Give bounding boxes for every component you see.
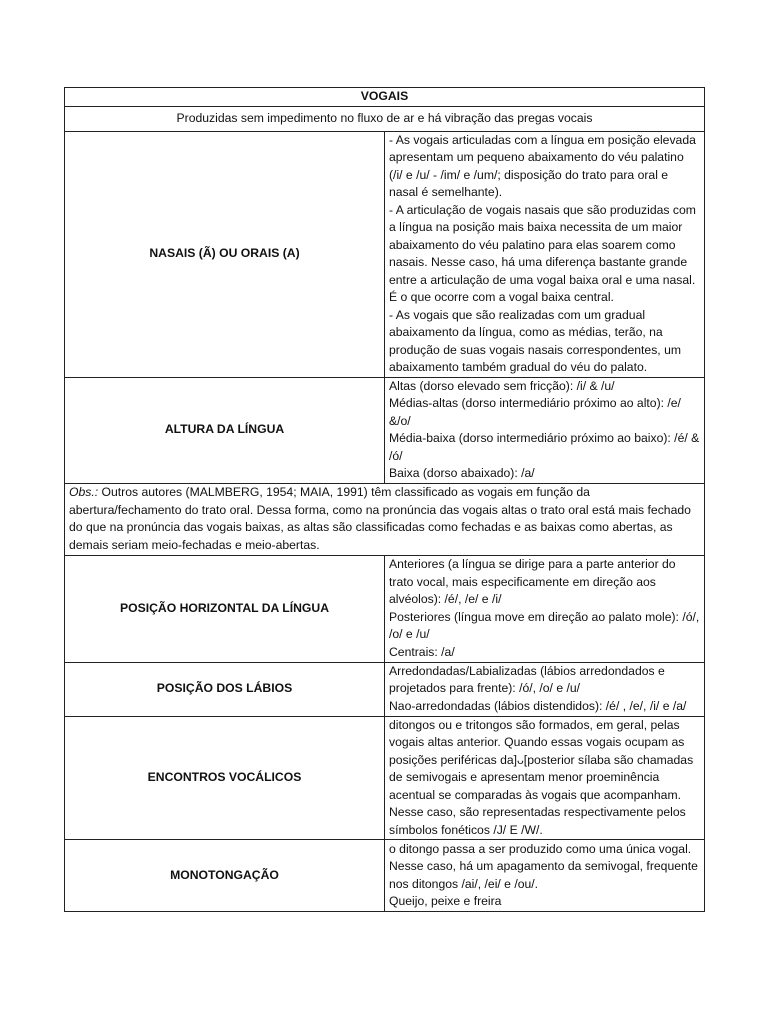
- desc-line: Baixa (dorso abaixado): /a/: [389, 466, 535, 480]
- desc-line: Anteriores (a língua se dirige para a parte anterior do trato vocal, mais especificamente em direção aos alvéolos): /é/, /e/ e /i/: [389, 557, 676, 606]
- desc-line: Nao-arredondadas (lábios distendidos): /é/ , /e/, /i/ e /a/: [389, 698, 687, 713]
- table-row: [65, 662, 705, 716]
- desc-line: - As vogais que são realizadas com um gradual abaixamento da língua, como as médias, terão, na produção de suas vogais nasais correspondentes, um abaixamento também gradual do véu do palato.: [389, 307, 682, 374]
- desc-line: - A articulação de vogais nasais que são produzidas com a língua na posição mais baixa necessita de um maior abaixamento do véu palatino para elas soarem como nasais. Nesse caso, há uma diferença bastante grande entre a articulação de uma vogal baixa oral e uma nasal. É o que ocorre com a vogal baixa central.: [389, 202, 696, 304]
- desc-line: - As vogais articuladas com a língua em posição elevada apresentam um pequeno abaixamento do véu palatino (/i/ e /u/ - /im/ e /um/; disposição do trato para oral e nasal é semelhante).: [389, 132, 696, 199]
- row-desc-encontros: [385, 716, 705, 840]
- row-desc-horizontal: [385, 555, 705, 662]
- table-row: [65, 483, 705, 555]
- row-desc-labios: [385, 662, 705, 716]
- desc-line: ditongos ou e tritongos são formados, em geral, pelas vogais altas anterior. Quando essas vogais ocupam as posições periféricas da]ᴗ[posterior sílaba são chamadas de semivogais e apresentam menor proeminência acentual se comparadas às vogais que acompanham. Nesse caso, são representadas respectivamente pelos símbolos fonéticos /J/ E /W/.: [389, 717, 694, 837]
- row-label-nasais: NASAIS (Ã) OU ORAIS (A): [65, 131, 385, 377]
- row-label-encontros: ENCONTROS VOCÁLICOS: [65, 716, 385, 840]
- desc-line: Altas (dorso elevado sem fricção): /i/ & /u/: [389, 378, 615, 393]
- desc-line: Arredondadas/Labializadas (lábios arredondados e projetados para frente): /ó/, /o/ e /u/: [389, 663, 665, 696]
- table-row: [65, 840, 705, 912]
- row-label-altura: ALTURA DA LÍNGUA: [65, 377, 385, 483]
- desc-line: Média-baixa (dorso intermediário próximo ao baixo): /é/ & /ó/: [389, 431, 700, 463]
- row-label-monotongacao: MONOTONGAÇÃO: [65, 840, 385, 912]
- table-row: [65, 377, 705, 483]
- table-row: [65, 716, 705, 840]
- row-desc-altura: [385, 377, 705, 483]
- row-desc-monotongacao: [385, 840, 705, 912]
- desc-line: Centrais: /a/: [389, 644, 455, 659]
- row-desc-nasais: [385, 131, 705, 377]
- table-row: [65, 555, 705, 662]
- desc-line: Queijo, peixe e freira: [389, 894, 502, 908]
- desc-line: o ditongo passa a ser produzido como uma única vogal. Nesse caso, há um apagamento da semivogal, frequente nos ditongos /ai/, /ei/ e /ou/.: [389, 841, 698, 891]
- table-title: VOGAIS: [65, 88, 705, 107]
- desc-line: Posteriores (língua move em direção ao palato mole): /ó/, /o/ e /u/: [389, 609, 700, 641]
- obs-label: Obs.:: [69, 485, 99, 499]
- row-label-labios: POSIÇÃO DOS LÁBIOS: [65, 662, 385, 716]
- subtitle-row: [65, 106, 705, 131]
- obs-text: Outros autores (MALMBERG, 1954; MAIA, 1991) têm classificado as vogais em função da abertura/fechamento do trato oral. Dessa forma, como na pronúncia das vogais altas o trato oral está mais fechado do que na pronúncia das vogais baixas, as altas são classificadas como fechadas e as baixas como abertas, as demais seriam meio-fechadas e meio-abertas.: [69, 485, 691, 552]
- title-row: [65, 88, 705, 107]
- row-label-horizontal: POSIÇÃO HORIZONTAL DA LÍNGUA: [65, 555, 385, 662]
- desc-line: Médias-altas (dorso intermediário próximo ao alto): /e/ &/o/: [389, 396, 681, 428]
- table-row: [65, 131, 705, 377]
- obs-note: [65, 483, 705, 555]
- vowels-table: [64, 87, 705, 912]
- table-subtitle: Produzidas sem impedimento no fluxo de ar e há vibração das pregas vocais: [65, 106, 705, 131]
